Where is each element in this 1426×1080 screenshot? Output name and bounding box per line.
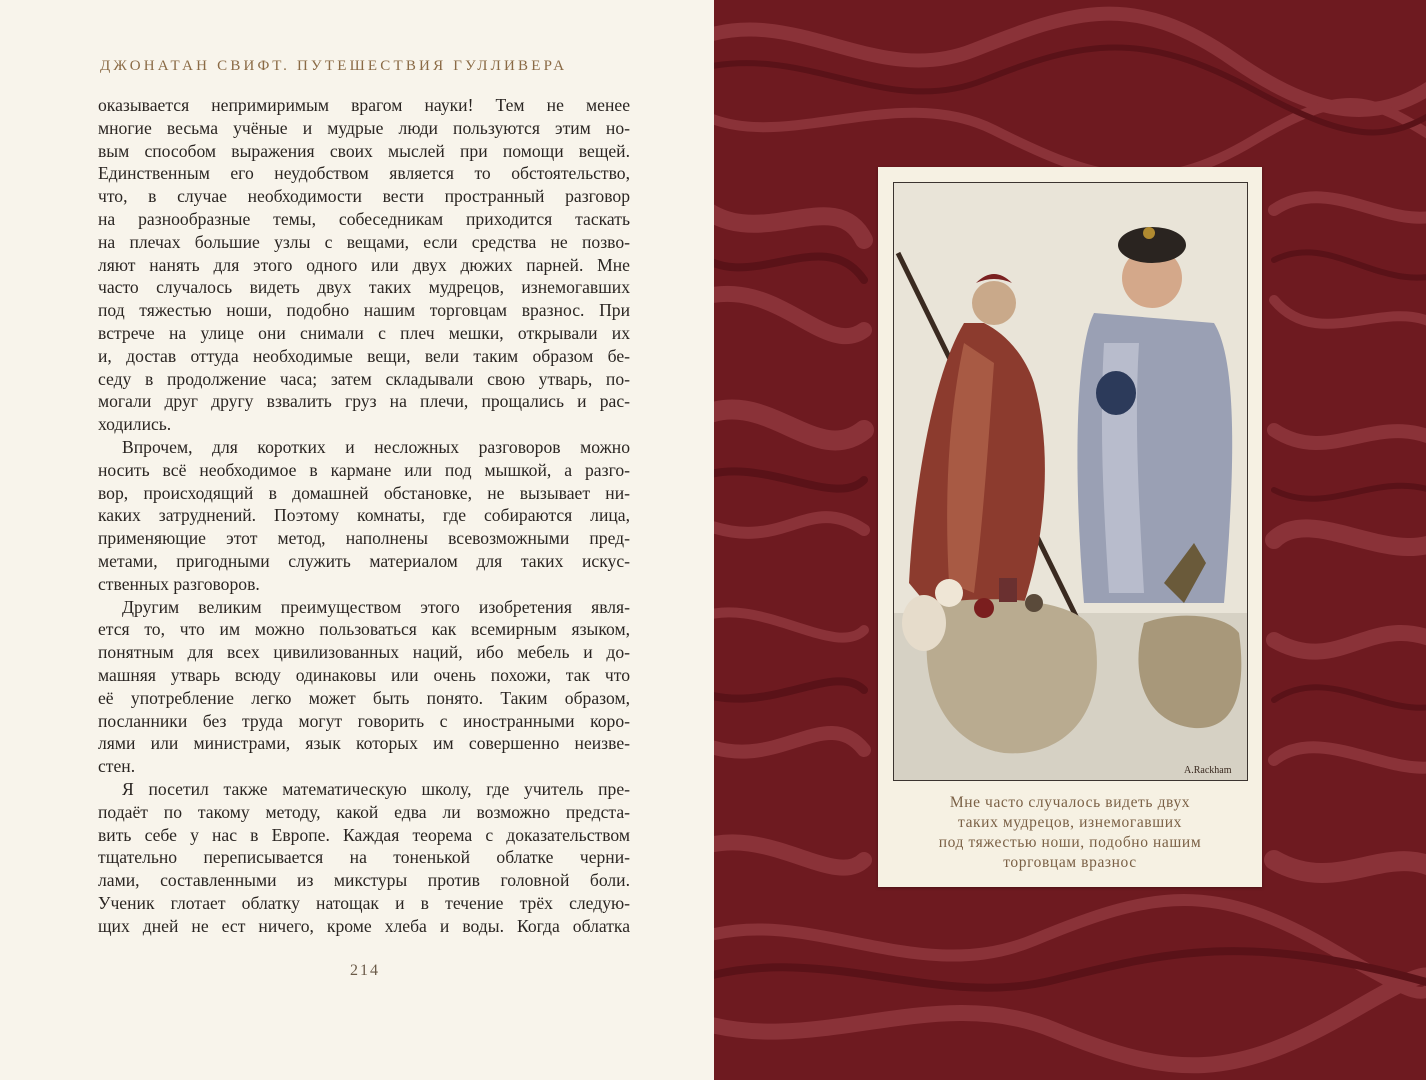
body-text (98, 94, 630, 937)
illustration (893, 182, 1248, 781)
text-line: тщательно переписывается на тоненькой облатке черни- (98, 847, 630, 868)
caption-line: торговцам вразнос (1003, 854, 1137, 871)
text-line: Впрочем, для коротких и несложных разговоров можно (122, 436, 630, 457)
text-line: встрече на улице они снимали с плеч мешки, открывали их (98, 322, 630, 343)
text-line: часто случалось видеть двух таких мудрецов, изнемогавших (98, 277, 630, 298)
text-line: лями или министрами, язык которых им совершенно неизве- (98, 733, 630, 754)
text-line: и, достав оттуда необходимые вещи, вели таким образом бе- (98, 345, 630, 366)
text-line: Единственным его неудобством является то обстоятельство, (98, 163, 630, 184)
caption-line: Мне часто случалось видеть двух (949, 794, 1191, 811)
text-line: вить себе у нас в Европе. Каждая теорема с доказательством (98, 824, 630, 845)
right-page (714, 0, 1426, 1080)
illustration-plate (878, 167, 1262, 887)
text-line: посланники без труда могут говорить с иностранными коро- (98, 710, 630, 731)
text-line: на разнообразные темы, собеседникам приходится таскать (98, 208, 630, 229)
caption-line: таких мудрецов, изнемогавших (958, 814, 1182, 831)
text-line: машняя утварь всюду одинаковы или очень похожи, так что (98, 664, 630, 685)
text-line: Я посетил также математическую школу, где учитель пре- (122, 778, 630, 799)
text-line: ходились. (98, 414, 172, 435)
text-line: оказывается непримиримым врагом науки! Тем не менее (98, 95, 630, 115)
text-line: вор, происходящий в домашней обстановке, не вызывает ни- (98, 482, 630, 503)
text-line: метами, пригодными служить материалом для таких искус- (98, 550, 630, 571)
text-line: лами, составленными из микстуры против головной боли. (98, 870, 630, 891)
text-line: ственных разговоров. (98, 573, 260, 594)
text-line: её употребление легко может быть понято. Таким образом, (98, 687, 630, 708)
text-line: Другим великим преимуществом этого изобретения явля- (122, 596, 630, 617)
text-line: седу в продолжение часа; затем складывали свою утварь, по- (98, 368, 630, 389)
text-line: подаёт по такому методу, какой едва ли возможно предста- (98, 801, 630, 822)
text-line: вым способом выражения своих мыслей при помощи вещей. (98, 140, 630, 161)
text-line: на плечах большие узлы с вещами, если средства не позво- (98, 231, 630, 252)
text-line: что, в случае необходимости вести пространный разговор (98, 186, 630, 207)
text-line: понятным для всех цивилизованных наций, ибо мебель и до- (98, 642, 630, 663)
text-line: каких затруднений. Поэтому комнаты, где собираются лица, (98, 505, 630, 526)
text-line: могали друг другу взвалить груз на плечи, прощались и рас- (98, 391, 630, 412)
sages-with-sacks-illustration (894, 183, 1247, 780)
text-line: щих дней не ест ничего, кроме хлеба и воды. Когда облатка (98, 915, 630, 936)
text-line: носить всё необходимое в кармане или под мышкой, а разго- (98, 459, 630, 480)
text-line: ется то, что им можно пользоваться как всемирным языком, (98, 619, 630, 640)
text-line: ляют нанять для этого одного или двух дюжих парней. Мне (98, 254, 630, 275)
illustration-caption (878, 793, 1262, 873)
running-head: ДЖОНАТАН СВИФТ. ПУТЕШЕСТВИЯ ГУЛЛИВЕРА (100, 58, 568, 74)
page-number: 214 (350, 962, 380, 979)
text-line: стен. (98, 756, 136, 777)
artist-signature: A.Rackham (1184, 765, 1232, 776)
text-line: применяющие этот метод, наполнены всевозможными пред- (98, 528, 630, 549)
text-line: Ученик глотает облатку натощак и в течение трёх следую- (98, 892, 630, 913)
text-line: многие весьма учёные и мудрые люди пользуются этим но- (98, 117, 630, 138)
text-line: под тяжестью ноши, подобно нашим торговцам вразнос. При (98, 300, 630, 321)
caption-line: под тяжестью ноши, подобно нашим (938, 834, 1202, 851)
